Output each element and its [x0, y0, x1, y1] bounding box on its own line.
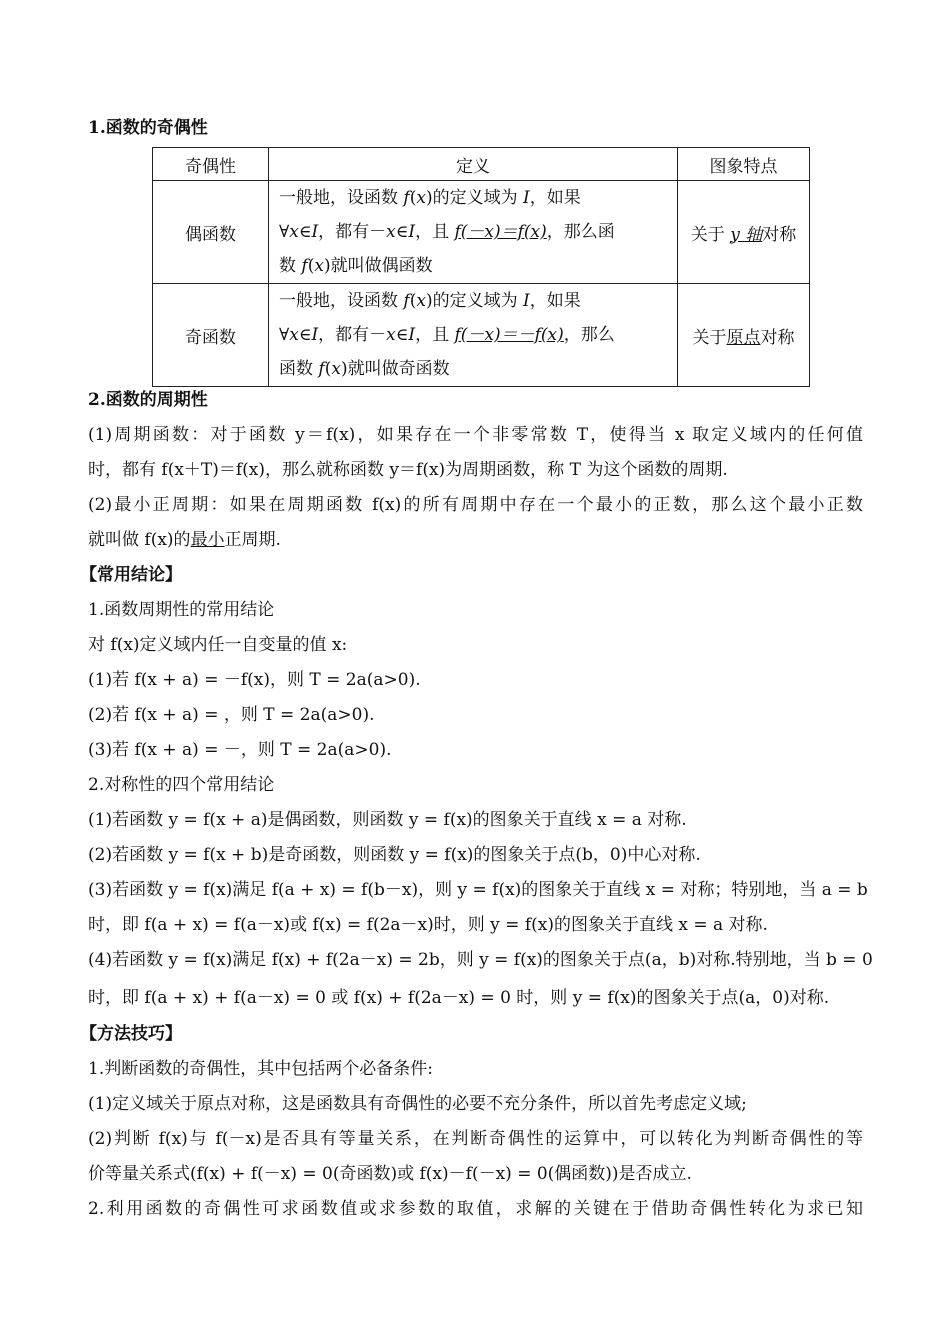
- even-def-line-1: 一般地，设函数 f(x)的定义域为 I，如果: [279, 188, 581, 208]
- conclusion-2-item-3-line-2: 时，即 f(a + x) = f(a－x)或 f(x) = f(2a－x)时，则 y = f(x)的图象关于直线 x = a 对称.: [88, 915, 768, 935]
- method-1-title: 1.判断函数的奇偶性，其中包括两个必备条件:: [88, 1059, 433, 1079]
- conclusion-2-item-4-line-1: (4)若函数 y = f(x)满足 f(x) + f(2a－x) = 2b，则 y = f(x)的图象关于点(a，b)对称.特别地，当 b = 0: [88, 950, 873, 970]
- periodic-def-line-1: (1)周期函数：对于函数 y＝f(x)，如果存在一个非零常数 T，使得当 x 取定义域内的任何值: [88, 425, 863, 445]
- table-row-odd: [153, 284, 810, 387]
- conclusion-2-item-4-line-2: 时，即 f(a + x) + f(a－x) = 0 或 f(x) + f(2a－x) = 0 时，则 y = f(x)的图象关于点(a，0)对称.: [88, 988, 830, 1008]
- conclusion-1-title: 1.函数周期性的常用结论: [88, 600, 275, 620]
- method-1-item-2-line-1: (2)判断 f(x)与 f(－x)是否具有等量关系，在判断奇偶性的运算中，可以转化为判断奇偶性的等: [88, 1129, 863, 1149]
- odd-function-name: 奇函数: [153, 284, 269, 387]
- min-period-line-1: (2)最小正周期：如果在周期函数 f(x)的所有周期中存在一个最小的正数，那么这个最小正数: [88, 495, 863, 515]
- conclusion-2-item-2: (2)若函数 y = f(x + b)是奇函数，则函数 y = f(x)的图象关于点(b，0)中心对称.: [88, 845, 701, 865]
- odd-condition: f(－x)＝－f(x): [454, 325, 564, 345]
- even-graph-feature: 关于 y 轴对称: [678, 181, 810, 284]
- method-1-item-1: (1)定义域关于原点对称，这是函数具有奇偶性的必要不充分条件，所以首先考虑定义域;: [88, 1094, 747, 1114]
- even-definition: [269, 181, 678, 284]
- heading-common-conclusions: 【常用结论】: [80, 565, 182, 585]
- conclusion-2-item-3-line-1: (3)若函数 y = f(x)满足 f(a + x) = f(b－x)，则 y = f(x)的图象关于直线 x = 对称；特别地，当 a = b: [88, 880, 868, 900]
- odd-definition: [269, 284, 678, 387]
- table-row-even: [153, 181, 810, 284]
- odd-def-line-3: 函数 f(x)就叫做奇函数: [279, 359, 450, 379]
- conclusion-1-item-3: (3)若 f(x + a) = －，则 T = 2a(a>0).: [88, 740, 392, 760]
- heading-methods: 【方法技巧】: [80, 1024, 182, 1044]
- periodic-def-line-2: 时，都有 f(x＋T)＝f(x)，那么就称函数 y＝f(x)为周期函数，称 T 为这个函数的周期.: [88, 460, 728, 480]
- conclusion-2-title: 2.对称性的四个常用结论: [88, 775, 275, 795]
- header-definition: 定义: [269, 148, 678, 181]
- even-def-line-2: ∀x∈I，都有－x∈I，且 f(－x)＝f(x)，那么函: [279, 222, 615, 242]
- section-title-parity: 1.函数的奇偶性: [88, 118, 208, 138]
- header-graph-feature: 图象特点: [678, 148, 810, 181]
- odd-def-line-2: ∀x∈I，都有－x∈I，且 f(－x)＝－f(x)，那么: [279, 325, 615, 345]
- conclusion-1-intro: 对 f(x)定义域内任一自变量的值 x:: [88, 635, 348, 655]
- conclusion-2-item-1: (1)若函数 y = f(x + a)是偶函数，则函数 y = f(x)的图象关于直线 x = a 对称.: [88, 810, 687, 830]
- even-def-line-3: 数 f(x)就叫做偶函数: [279, 256, 433, 276]
- odd-def-line-1: 一般地，设函数 f(x)的定义域为 I，如果: [279, 291, 581, 311]
- method-2-line-1: 2.利用函数的奇偶性可求函数值或求参数的取值，求解的关键在于借助奇偶性转化为求已知: [88, 1199, 863, 1219]
- conclusion-1-item-2: (2)若 f(x + a) = ，则 T = 2a(a>0).: [88, 705, 375, 725]
- odd-graph-feature: 关于原点对称: [678, 284, 810, 387]
- even-function-name: 偶函数: [153, 181, 269, 284]
- header-parity: 奇偶性: [153, 148, 269, 181]
- even-condition: f(－x)＝f(x): [454, 222, 547, 242]
- parity-table: [152, 147, 810, 387]
- method-1-item-2-line-2: 价等量关系式(f(x) + f(－x) = 0(奇函数)或 f(x)－f(－x) = 0(偶函数))是否成立.: [88, 1164, 692, 1184]
- table-header-row: [153, 148, 810, 181]
- section-title-periodicity: 2.函数的周期性: [88, 390, 208, 410]
- conclusion-1-item-1: (1)若 f(x + a) = －f(x)，则 T = 2a(a>0).: [88, 670, 421, 690]
- min-period-line-2: 就叫做 f(x)的最小正周期.: [88, 530, 281, 550]
